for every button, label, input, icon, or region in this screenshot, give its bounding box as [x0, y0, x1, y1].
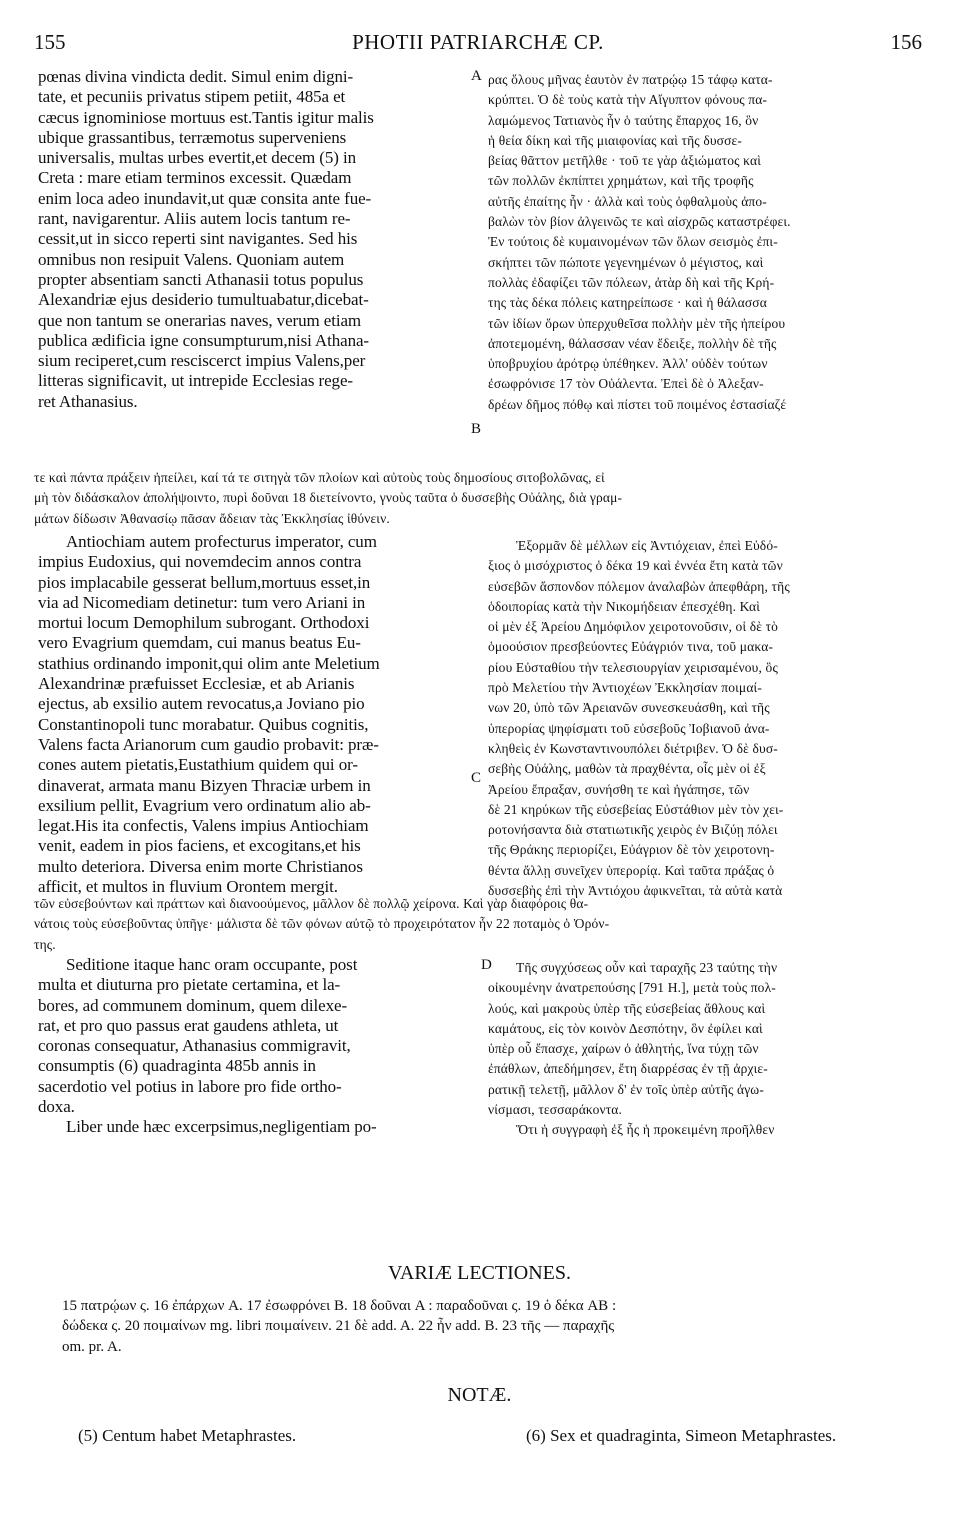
greek-text-line: αὐτῆς ἐπαίτης ἦν · ἀλλὰ καὶ τοὺς ὀφθαλμοὺς ἀπο-: [488, 193, 767, 209]
margin-marker-d: D: [481, 957, 492, 973]
greek-text-line: ὁμοούσιον πρεσβεύοντες Εὐάγριόν τινα, τοῦ μακα-: [488, 639, 774, 655]
greek-text-line: πρὸ Μελετίου τὴν Ἀντιοχέων Ἐκκλησίαν ποιμαί-: [488, 680, 762, 696]
latin-text-line: dinaverat, armata manu Bizyen Thraciæ urbem in: [38, 775, 371, 795]
note-5: (5) Centum habet Metaphrastes.: [78, 1426, 297, 1445]
latin-text-line: stathius ordinando imponit,qui olim ante Meletium: [38, 653, 380, 673]
greek-text-line: Ἐν τούτοις δὲ κυμαινομένων τῶν ὅλων σεισμὸς ἐπι-: [488, 234, 778, 250]
greek-text-line: ἡ θεία δίκη καὶ τῆς μιαιφονίας καὶ τῆς δυσσε-: [488, 132, 742, 148]
greek-text-line: της.: [34, 936, 56, 952]
greek-text-line: εὐσεβῶν ἄσπονδον πόλεμον ἀναλαβὼν ἀπεφθάρη, τῆς: [488, 578, 790, 594]
greek-text-line: δυσσεβὴς ἐπὶ τὴν Ἀντιόχου ἀφικνεῖται, τὰ αὐτὰ κατὰ: [488, 883, 783, 899]
latin-text-line: cones autem pietatis,Eustathium quidem qui or-: [38, 755, 358, 775]
greek-text-line: οἰκουμένην ἀνατρεπούσης [791 H.], μετὰ τοὺς πολ-: [488, 980, 776, 996]
greek-text-line: πολλὰς ἐδαφίζει τῶν πόλεων, ἀτὰρ δὴ καὶ τῆς Κρή-: [488, 274, 775, 290]
latin-text-line: impius Eudoxius, qui novemdecim annos contra: [38, 552, 362, 572]
latin-column-section-1: [38, 67, 470, 412]
greek-text-line: Ὅτι ἡ συγγραφὴ ἐξ ἧς ἡ προκειμένη προῆλθεν: [516, 1122, 775, 1138]
latin-text-line: exsilium pellit, Evagrium vero ordinatum alio ab-: [38, 795, 371, 815]
latin-text-line: multo deteriora. Diversa enim morte Christianos: [38, 856, 363, 876]
greek-text-line: ἐπάθλων, ἀπεδήμησεν, ἔτη διαρρέσας ἐν τῇ ἀρχιε-: [488, 1061, 768, 1077]
greek-text-line: δρέων δῆμος πόθῳ καὶ πίστει τοῦ ποιμένος ἐστασίαζέ: [488, 396, 787, 412]
greek-text-line: ὑποβρυχίου ἀρότρῳ ὑπέθηκεν. Ἀλλ' οὐδὲν τούτων: [488, 356, 768, 372]
latin-text-line: multa et diuturna pro pietate certamina, et la-: [38, 975, 341, 995]
greek-text-line: τῶν ἰδίων ὅρων ὑπερχυθεῖσα πολλὴν μὲν τῆς ἠπείρου: [488, 315, 786, 331]
running-title: PHOTII PATRIARCHÆ CP.: [352, 30, 604, 54]
greek-text-line: βείας θᾶττον μετῆλθε · τοῦ τε γὰρ ἀξιώματος καὶ: [488, 153, 762, 169]
greek-text-line: Ἐξορμᾶν δὲ μέλλων εἰς Ἀντιόχειαν, ἐπεὶ Εὐδό-: [516, 538, 778, 553]
greek-text-line: σεβὴς Οὐάλης, μαθὼν τὰ πραχθέντα, οἷς μὲν οἱ ἐξ: [488, 761, 766, 777]
latin-text-line: sium reciperet,cum resciscerct impius Valens,per: [38, 351, 366, 371]
greek-text-line: κληθεὶς ἐν Κωνσταντινουπόλει διέτριβεν. Ὁ δὲ δυσ-: [488, 740, 778, 756]
latin-text-line: pios implacabile gesserat bellum,mortuus esset,in: [38, 572, 371, 592]
latin-text-line: enim loca adeo inundavit,ut quæ consita ante fue-: [38, 188, 372, 208]
right-page-number: 156: [890, 30, 922, 54]
latin-text-line: Creta : mare etiam terminos excessit. Quædam: [38, 168, 352, 188]
greek-text-line: δὲ 21 κηρύκων τῆς εὐσεβείας Εὐστάθιον μὲν τὸν χει-: [488, 801, 784, 817]
latin-text-line: universalis, multas urbes evertit,et decem (5) in: [38, 148, 357, 168]
latin-text-line: Constantinopoli tunc morabatur. Quibus cognitis,: [38, 714, 369, 734]
greek-fullwidth-section-2: [34, 894, 924, 955]
greek-text-line: Ἀρείου ἔπραξαν, συνήσθη τε καὶ ἠγάπησε, τῶν: [488, 781, 750, 797]
variant-reading-line: om. pr. A.: [62, 1338, 122, 1355]
latin-column-section-3: [38, 955, 470, 1138]
latin-text-line: mortui locum Demophilum subrogant. Orthodoxi: [38, 613, 370, 633]
greek-text-line: οἱ μὲν ἐξ Ἀρείου Δημόφιλον χειροτονοῦσιν, οἱ δὲ τὸ: [488, 619, 779, 635]
greek-fullwidth-section-1: [34, 468, 924, 529]
latin-text-line: propter absentiam sancti Athanasii totus populus: [38, 269, 364, 289]
greek-text-line: νων 20, ὑπὸ τῶν Ἀρειανῶν συνεσκευάσθη, καὶ τῆς: [488, 700, 770, 716]
latin-text-line: ubique grassantibus, terræmotus superveniens: [38, 127, 347, 147]
greek-text-line: ὑπερορίας ψηφίσματι τοῦ εὐσεβοῦς Ἰοβιανοῦ ἀνα-: [488, 720, 770, 736]
greek-text-line: ὁδοιπορίας κατὰ τὴν Νικομήδειαν ἐπεσχέθη. Καὶ: [488, 598, 761, 614]
latin-text-line: via ad Nicomediam detinetur: tum vero Ariani in: [38, 592, 366, 612]
greek-text-line: ξιος ὁ μισόχριστος ὁ δέκα 19 καὶ ἐννέα ἔτη κατὰ τῶν: [488, 558, 783, 574]
greek-text-line: λαμώμενος Τατιανὸς ἦν ὁ ταύτης ἔπαρχος 16, ὃν: [488, 112, 759, 128]
greek-text-line: νάτοις τοὺς εὐσεβοῦντας ὑπῆγε· μάλιστα δὲ τῶν φόνων αὐτῷ τὸ προχειρότατον ἦν 22 ποταμὸς ὁ Ὀρόν-: [34, 916, 610, 932]
latin-text-line: pœnas divina vindicta dedit. Simul enim digni-: [38, 67, 354, 86]
greek-text-line: τῆς Θράκης περιορίζει, Εὐάγριον δὲ τὸν χειροτονη-: [488, 842, 775, 858]
latin-text-line: Antiochiam autem profecturus imperator, cum: [66, 532, 377, 551]
margin-marker-c: C: [471, 770, 482, 786]
latin-text-line: venit, eadem in pios faciens, et excogitans,et his: [38, 836, 361, 856]
running-header: [34, 30, 922, 60]
latin-column-section-2: [38, 532, 470, 897]
variae-lectiones-title: VARIÆ LECTIONES.: [388, 1262, 571, 1284]
latin-text-line: Alexandrinæ præfuisset Ecclesiæ, et ab Arianis: [38, 674, 355, 694]
latin-text-line: Valens facta Arianorum cum gaudio probavit: præ-: [38, 734, 379, 754]
latin-text-line: Liber unde hæc excerpsimus,negligentiam po-: [66, 1117, 377, 1137]
greek-text-line: ροτονήσαντα διὰ στατιωτικῆς χειρὸς ἐν Βιζύῃ πόλει: [488, 822, 778, 838]
greek-text-line: της τὰς δέκα πόλεις κατηρείπωσε · καὶ ἡ θάλασσα: [488, 295, 767, 311]
latin-text-line: consumptis (6) quadraginta 485b annis in: [38, 1056, 316, 1076]
latin-text-line: ret Athanasius.: [38, 391, 138, 411]
latin-text-line: vero Evagrium quemdam, cui manus beatus Eu-: [38, 633, 361, 653]
greek-text-line: μάτων δίδωσιν Ἀθανασίῳ πᾶσαν ἄδειαν τὰς Ἐκκλησίας ἰθύνειν.: [34, 510, 390, 526]
greek-text-line: ρίου Εὐσταθίου τὴν τελεσιουργίαν χειρισαμένου, ὃς: [488, 659, 778, 675]
greek-text-line: τῶν πολλῶν ἐκπίπτει χρημάτων, καὶ τῆς τροφῆς: [488, 173, 754, 189]
greek-text-line: μὴ τὸν διδάσκαλον ἀπολήψοιντο, πυρὶ δοῦναι 18 διετείνοντο, γνοὺς ταῦτα ὁ δυσσεβὴς Οὐάλης, διὰ γραμ-: [34, 490, 623, 506]
greek-text-line: θέντα ἄλλῃ συνεῖχεν ὑπερορίᾳ. Καὶ ταῦτα πράξας ὁ: [488, 862, 775, 878]
greek-text-line: καμάτους, εἰς τὸν κοινὸν Δεσπότην, ὃν ἐφίλει καὶ: [488, 1020, 763, 1036]
greek-text-line: τε καὶ πάντα πράξειν ἠπείλει, καί τά τε σιτηγὰ τῶν πλοίων καὶ αὐτοὺς τοὺς δημοσίους σιτοβολῶνας, εἰ: [34, 470, 605, 485]
latin-text-line: bores, ad communem dominum, quem dilexe-: [38, 995, 348, 1015]
latin-text-line: Seditione itaque hanc oram occupante, post: [66, 955, 358, 974]
latin-text-line: sacerdotio vel potius in labore pro fide ortho-: [38, 1076, 342, 1096]
latin-text-line: litteras significavit, ut intrepide Ecclesias rege-: [38, 371, 353, 391]
greek-text-line: ρατικῇ τελετῇ, μᾶλλον δ' ἐν τοῖς ὑπὲρ αὐτῆς ἀγω-: [488, 1081, 764, 1097]
greek-text-line: ὑπὲρ οὗ ἔπασχε, χαίρων ὁ ἀθλητής, ἵνα τύχῃ τῶν: [488, 1041, 759, 1057]
latin-text-line: coronas consequatur, Athanasius commigravit,: [38, 1036, 351, 1056]
latin-text-line: afficit, et multos in fluvium Orontem mergit.: [38, 877, 338, 897]
latin-text-line: tate, et pecuniis privatus stipem petiit, 485a et: [38, 87, 346, 107]
greek-text-line: λούς, καὶ μακροὺς ὑπὲρ τῆς εὐσεβείας ἄθλους καὶ: [488, 1000, 766, 1016]
latin-text-line: ejectus, ab exsilio autem revocatus,a Joviano pio: [38, 694, 365, 714]
variant-reading-line: δώδεκα ς. 20 ποιμαίνων mg. libri ποιμαίνειν. 21 δὲ add. A. 22 ἦν add. B. 23 τῆς — παραχῆς: [62, 1318, 615, 1335]
greek-column-section-1: [488, 70, 924, 415]
greek-text-line: Τῆς συγχύσεως οὖν καὶ ταραχῆς 23 ταύτης τὴν: [516, 960, 778, 975]
latin-text-line: publica ædificia igne consumpturum,nisi Athana-: [38, 330, 369, 350]
greek-text-line: σκήπτει τῶν πώποτε γεγενημένων ὁ μέγιστος, καὶ: [488, 254, 764, 270]
latin-text-line: cessit,ut in sicco reperti sint navigantes. Sed his: [38, 229, 358, 249]
latin-text-line: rant, navigarentur. Aliis autem locis tantum re-: [38, 209, 351, 229]
margin-marker-b: B: [471, 421, 482, 437]
variae-lectiones-list: [62, 1296, 932, 1357]
latin-text-line: rat, et pro quo passus erat gaudens athleta, ut: [38, 1015, 339, 1035]
latin-text-line: cæcus ignominiose mortuus est.Tantis igitur malis: [38, 107, 374, 127]
margin-marker-a: A: [471, 68, 482, 84]
note-6: (6) Sex et quadraginta, Simeon Metaphrastes.: [526, 1426, 837, 1445]
notae-title: NOTÆ.: [447, 1384, 512, 1406]
latin-text-line: doxa.: [38, 1097, 75, 1117]
latin-text-line: que non tantum se onerarias naves, verum etiam: [38, 310, 362, 330]
greek-text-line: ρας ὅλους μῆνας ἑαυτὸν ἐν πατρῴῳ 15 τάφῳ κατα-: [488, 72, 773, 87]
latin-text-line: legat.His ita confectis, Valens impius Antiochiam: [38, 816, 369, 836]
greek-text-line: νίσμασι, τεσσαράκοντα.: [488, 1102, 623, 1118]
greek-column-section-2: [488, 536, 924, 901]
greek-text-line: βαλὼν τὸν βίον ἀλγεινῶς τε καὶ αἰσχρῶς καταστρέφει.: [488, 214, 791, 230]
greek-text-line: τῶν εὐσεβούντων καὶ πράττων καὶ διανοούμενος, μᾶλλον δὲ πολλῷ χείρονα. Καὶ γὰρ διαφόροις θα-: [34, 896, 589, 911]
greek-text-line: ἀποτεμομένη, θάλασσαν νέαν ἔδειξε, πολλὴν δὲ τῆς: [488, 335, 777, 351]
variant-reading-line: 15 πατρῴων ς. 16 ἐπάρχων A. 17 ἐσωφρόνει B. 18 δοῦναι A : παραδοῦναι ς. 19 ὁ δέκα AB :: [62, 1298, 617, 1314]
greek-text-line: κρύπτει. Ὁ δὲ τοὺς κατὰ τὴν Αἴγυπτον φόνους πα-: [488, 92, 768, 108]
latin-text-line: Alexandriæ ejus desiderio tumultuabatur,dicebat-: [38, 290, 369, 310]
greek-column-section-3: [488, 958, 924, 1141]
greek-text-line: ἐσωφρόνισε 17 τὸν Οὐάλεντα. Ἐπεὶ δὲ ὁ Ἀλεξαν-: [488, 376, 764, 392]
latin-text-line: omnibus non resipuit Valens. Quoniam autem: [38, 249, 345, 269]
left-page-number: 155: [34, 30, 66, 54]
